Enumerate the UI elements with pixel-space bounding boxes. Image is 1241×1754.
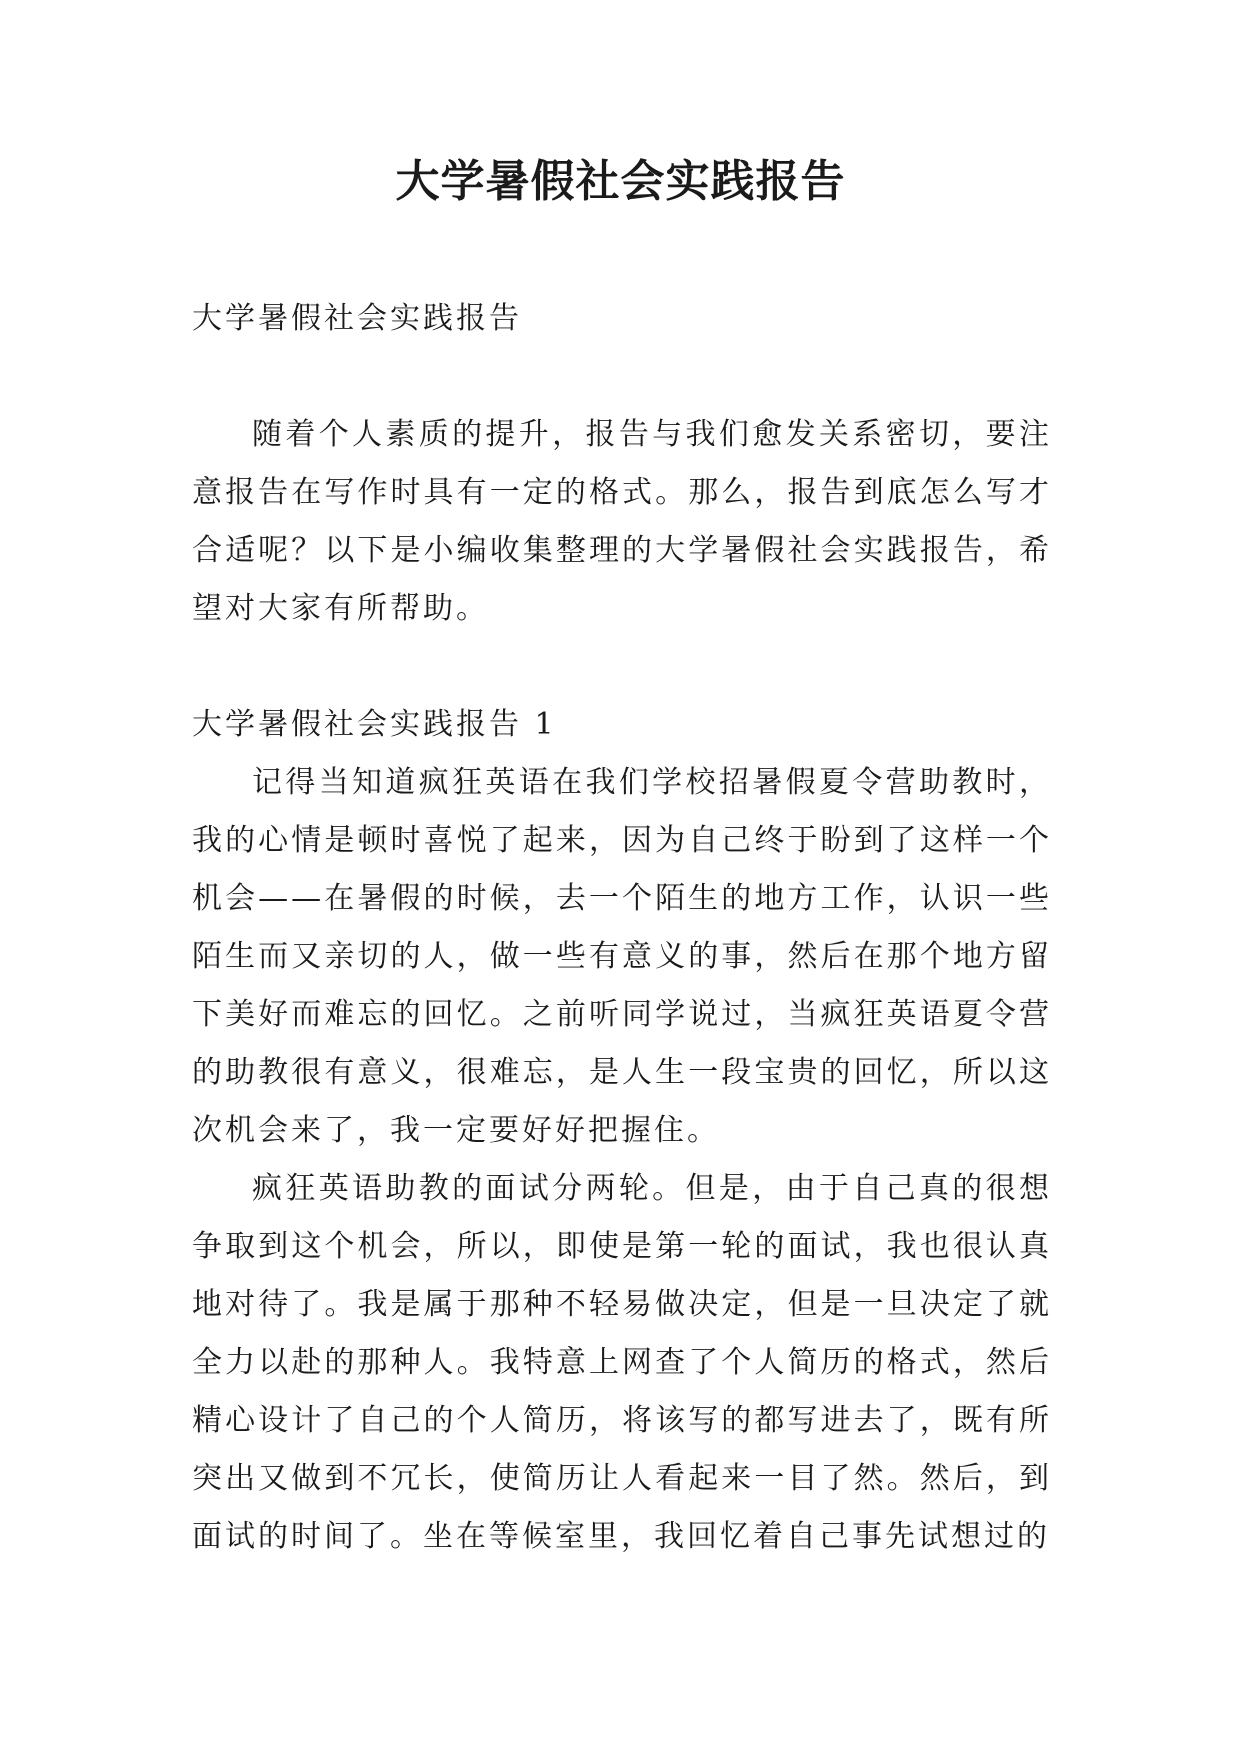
document-subtitle: 大学暑假社会实践报告 — [192, 301, 522, 336]
intro-paragraph: 随着个人素质的提升，报告与我们愈发关系密切，要注意报告在写作时具有一定的格式。那么，报告到底怎么写才合适呢？以下是小编收集整理的大学暑假社会实践报告，希望对大家有所帮助。 — [192, 417, 1052, 626]
section-heading: 大学暑假社会实践报告 1 — [192, 707, 557, 742]
body-paragraph-1: 记得当知道疯狂英语在我们学校招暑假夏令营助教时，我的心情是顿时喜悦了起来，因为自己终于盼到了这样一个机会——在暑假的时候，去一个陌生的地方工作，认识一些陌生而又亲切的人，做一些有意义的事，然后在那个地方留下美好而难忘的回忆。之前听同学说过，当疯狂英语夏令营的助教很有意义，很难忘，是人生一段宝贵的回忆，所以这次机会来了，我一定要好好把握住。 — [192, 765, 1052, 1148]
document-body — [192, 290, 1052, 1566]
document-title: 大学暑假社会实践报告 — [395, 156, 846, 207]
body-paragraph-2: 疯狂英语助教的面试分两轮。但是，由于自己真的很想争取到这个机会，所以，即使是第一轮的面试，我也很认真地对待了。我是属于那种不轻易做决定，但是一旦决定了就全力以赴的那种人。我特意上网查了个人简历的格式，然后精心设计了自己的个人简历，将该写的都写进去了，既有所突出又做到不冗长，使简历让人看起来一目了然。然后，到面试的时间了。坐在等候室里，我回忆着自己事先试想过的 — [192, 1171, 1052, 1554]
